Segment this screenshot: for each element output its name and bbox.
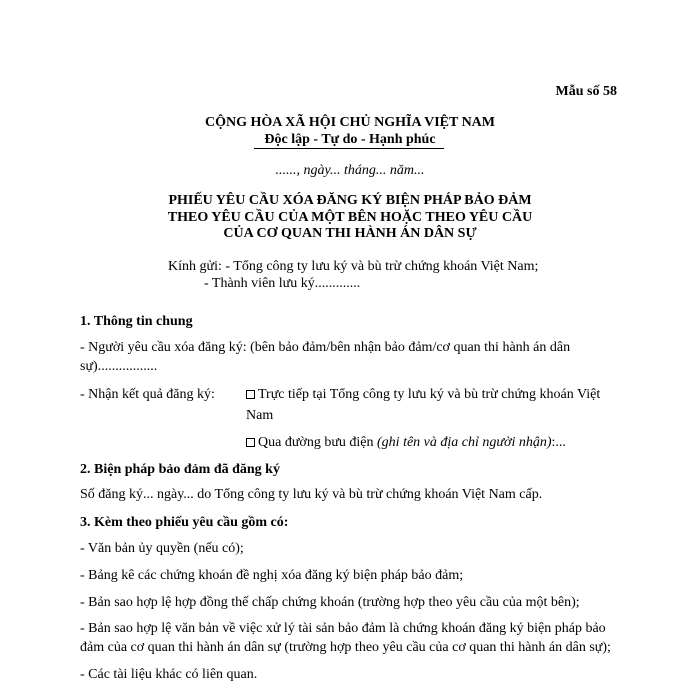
attachment-item: - Bản sao hợp lệ hợp đồng thế chấp chứng khoán (trường hợp theo yêu cầu của một bên); xyxy=(80,595,580,610)
title-line-3: CỦA CƠ QUAN THI HÀNH ÁN DÂN SỰ xyxy=(223,226,477,241)
motto-underline xyxy=(254,148,444,149)
option-post-tail: :... xyxy=(551,435,566,450)
option-post xyxy=(246,435,566,452)
motto: Độc lập - Tự do - Hạnh phúc xyxy=(264,132,436,147)
section-2-heading: 2. Biện pháp bảo đảm đã đăng ký xyxy=(80,462,280,477)
title-line-2: THEO YÊU CẦU CỦA MỘT BÊN HOẶC THEO YÊU CẦU xyxy=(167,210,533,225)
date-line: ......, ngày... tháng... năm... xyxy=(275,163,425,178)
option-direct-text: Trực tiếp tại Tổng công ty lưu ký và bù trừ chứng khoán Việt xyxy=(258,387,601,402)
section-1-heading: 1. Thông tin chung xyxy=(80,314,193,329)
requester-line-1: - Người yêu cầu xóa đăng ký: (bên bảo đảm/bên nhận bảo đảm/cơ quan thi hành án dân xyxy=(80,340,571,355)
form-number: Mẫu số 58 xyxy=(555,84,617,99)
section-3-heading: 3. Kèm theo phiếu yêu cầu gồm có: xyxy=(80,515,289,530)
attachment-item: - Các tài liệu khác có liên quan. xyxy=(80,667,258,682)
post-checkbox[interactable] xyxy=(246,438,255,447)
option-direct xyxy=(246,387,600,404)
receive-result-label: - Nhận kết quả đăng ký: xyxy=(80,387,215,402)
direct-checkbox[interactable] xyxy=(246,390,255,399)
attachment-item: - Văn bản ủy quyền (nếu có); xyxy=(80,541,244,556)
attachment-item: - Bảng kê các chứng khoán đề nghị xóa đăng ký biện pháp bảo đảm; xyxy=(80,568,464,583)
country-name: CỘNG HÒA XÃ HỘI CHỦ NGHĨA VIỆT NAM xyxy=(204,115,495,130)
title-line-1: PHIẾU YÊU CẦU XÓA ĐĂNG KÝ BIỆN PHÁP BẢO ĐẢM xyxy=(168,193,532,208)
option-post-text: Qua đường bưu điện xyxy=(258,435,378,450)
option-direct-continuation: Nam xyxy=(246,408,274,423)
requester-line-2: sự)................. xyxy=(80,359,158,374)
recipient-line-1: Kính gửi: - Tổng công ty lưu ký và bù trừ chứng khoán Việt Nam; xyxy=(168,259,539,274)
recipient-line-2: - Thành viên lưu ký............. xyxy=(204,276,361,291)
option-post-italic: (ghi tên và địa chỉ người nhận) xyxy=(377,435,552,450)
attachment-item-continuation: đảm của cơ quan thi hành án dân sự (trường hợp theo yêu cầu của cơ quan thi hành án dân sự); xyxy=(80,640,611,655)
registration-info: Số đăng ký... ngày... do Tổng công ty lưu ký và bù trừ chứng khoán Việt Nam cấp. xyxy=(80,487,543,502)
attachment-item: - Bản sao hợp lệ văn bản về việc xử lý tài sản bảo đảm là chứng khoán đăng ký biện pháp bảo xyxy=(80,621,606,636)
